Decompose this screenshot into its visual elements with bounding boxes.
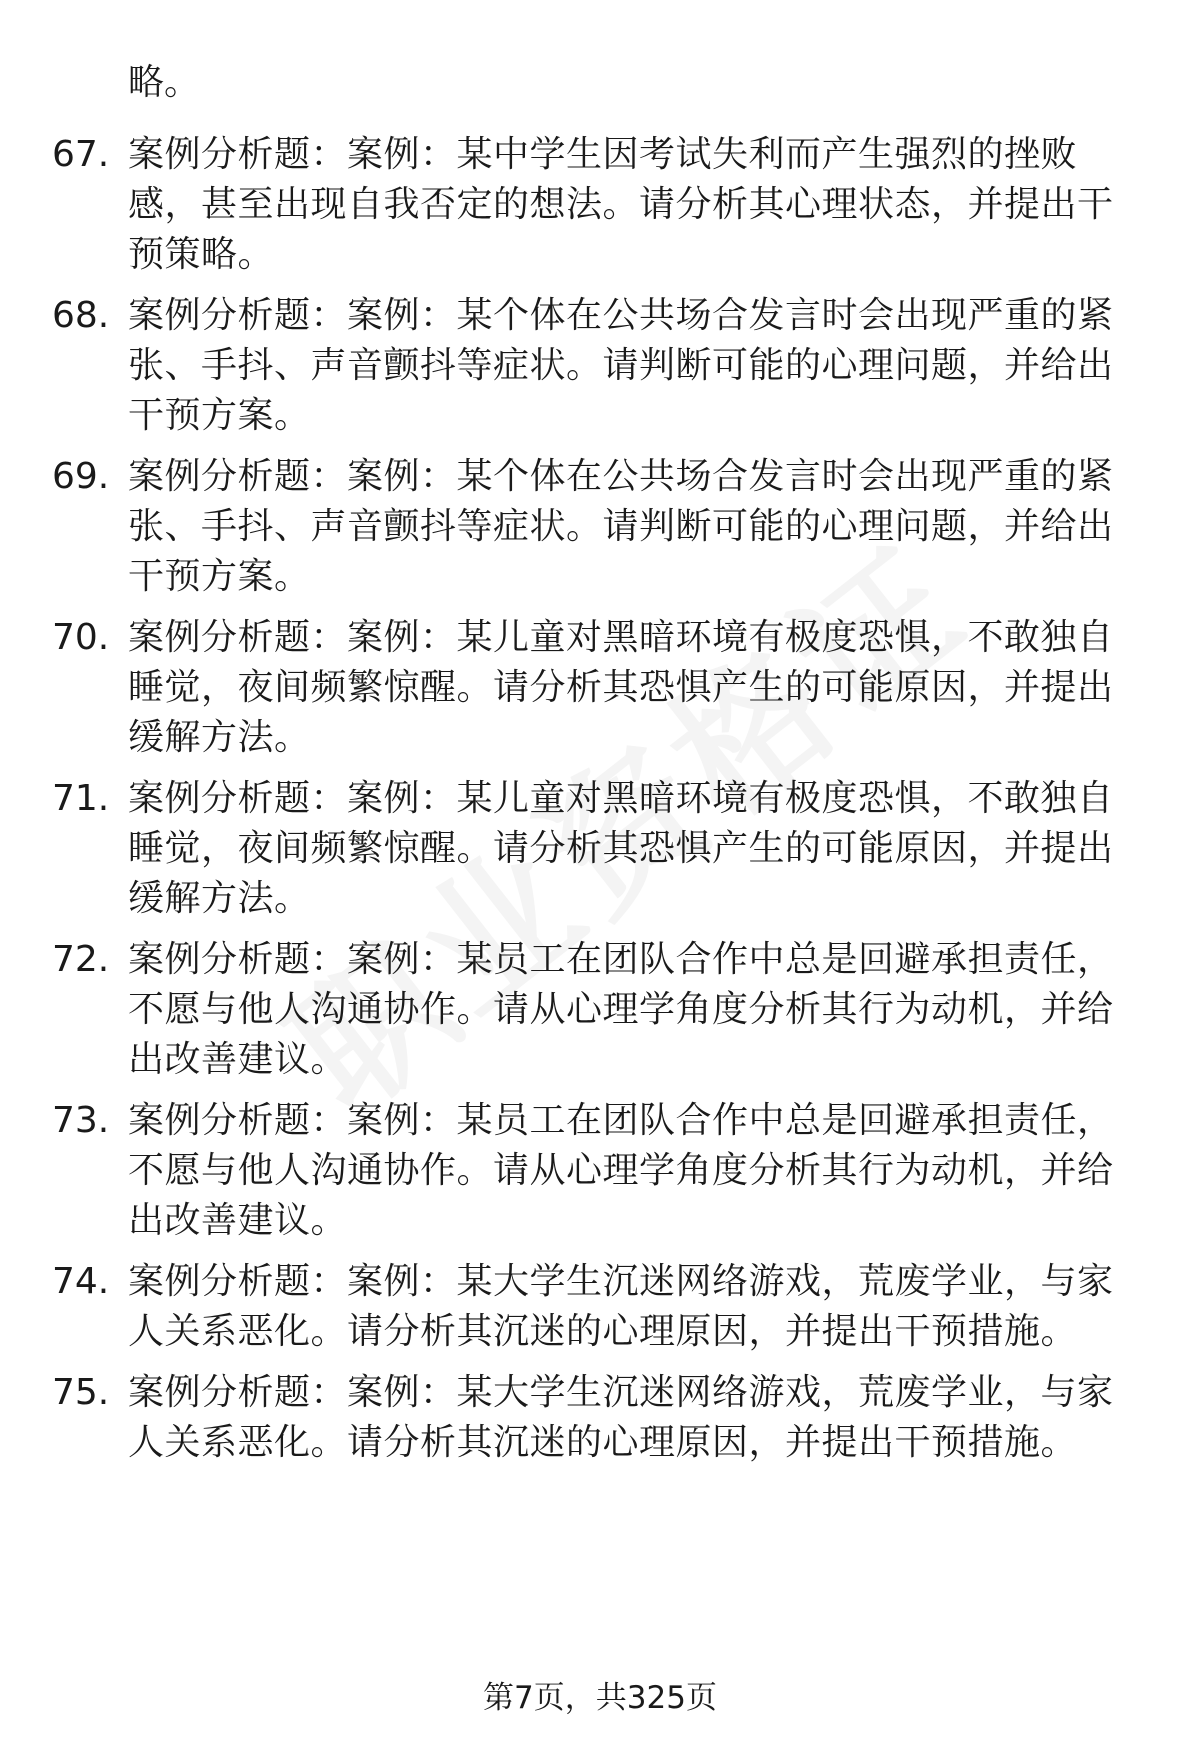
question-text: 案例分析题：案例：某大学生沉迷网络游戏，荒废学业，与家人关系恶化。请分析其沉迷的心理原因，并提出干预措施。	[128, 1261, 1114, 1352]
question-number: 67.	[52, 134, 110, 175]
question-number: 71.	[52, 778, 110, 819]
question-text: 案例分析题：案例：某员工在团队合作中总是回避承担责任，不愿与他人沟通协作。请从心理学角度分析其行为动机，并给出改善建议。	[128, 939, 1114, 1080]
question-text: 案例分析题：案例：某儿童对黑暗环境有极度恐惧，不敢独自睡觉，夜间频繁惊醒。请分析其恐惧产生的可能原因，并提出缓解方法。	[128, 617, 1114, 758]
question-number: 75.	[52, 1372, 110, 1413]
page-footer: 第7页，共325页	[483, 1680, 717, 1716]
question-number: 73.	[52, 1100, 110, 1141]
question-number: 70.	[52, 617, 110, 658]
continuation-text: 略。	[128, 62, 201, 103]
question-text: 案例分析题：案例：某大学生沉迷网络游戏，荒废学业，与家人关系恶化。请分析其沉迷的心理原因，并提出干预措施。	[128, 1372, 1114, 1463]
question-text: 案例分析题：案例：某中学生因考试失利而产生强烈的挫败感，甚至出现自我否定的想法。请分析其心理状态，并提出干预策略。	[128, 134, 1114, 275]
question-number: 74.	[52, 1261, 110, 1302]
question-text: 案例分析题：案例：某个体在公共场合发言时会出现严重的紧张、手抖、声音颤抖等症状。请判断可能的心理问题，并给出干预方案。	[128, 456, 1114, 597]
question-text: 案例分析题：案例：某个体在公共场合发言时会出现严重的紧张、手抖、声音颤抖等症状。请判断可能的心理问题，并给出干预方案。	[128, 295, 1114, 436]
question-text: 案例分析题：案例：某员工在团队合作中总是回避承担责任，不愿与他人沟通协作。请从心理学角度分析其行为动机，并给出改善建议。	[128, 1100, 1114, 1241]
question-text: 案例分析题：案例：某儿童对黑暗环境有极度恐惧，不敢独自睡觉，夜间频繁惊醒。请分析其恐惧产生的可能原因，并提出缓解方法。	[128, 778, 1114, 919]
question-number: 72.	[52, 939, 110, 980]
question-number: 68.	[52, 295, 110, 336]
question-number: 69.	[52, 456, 110, 497]
